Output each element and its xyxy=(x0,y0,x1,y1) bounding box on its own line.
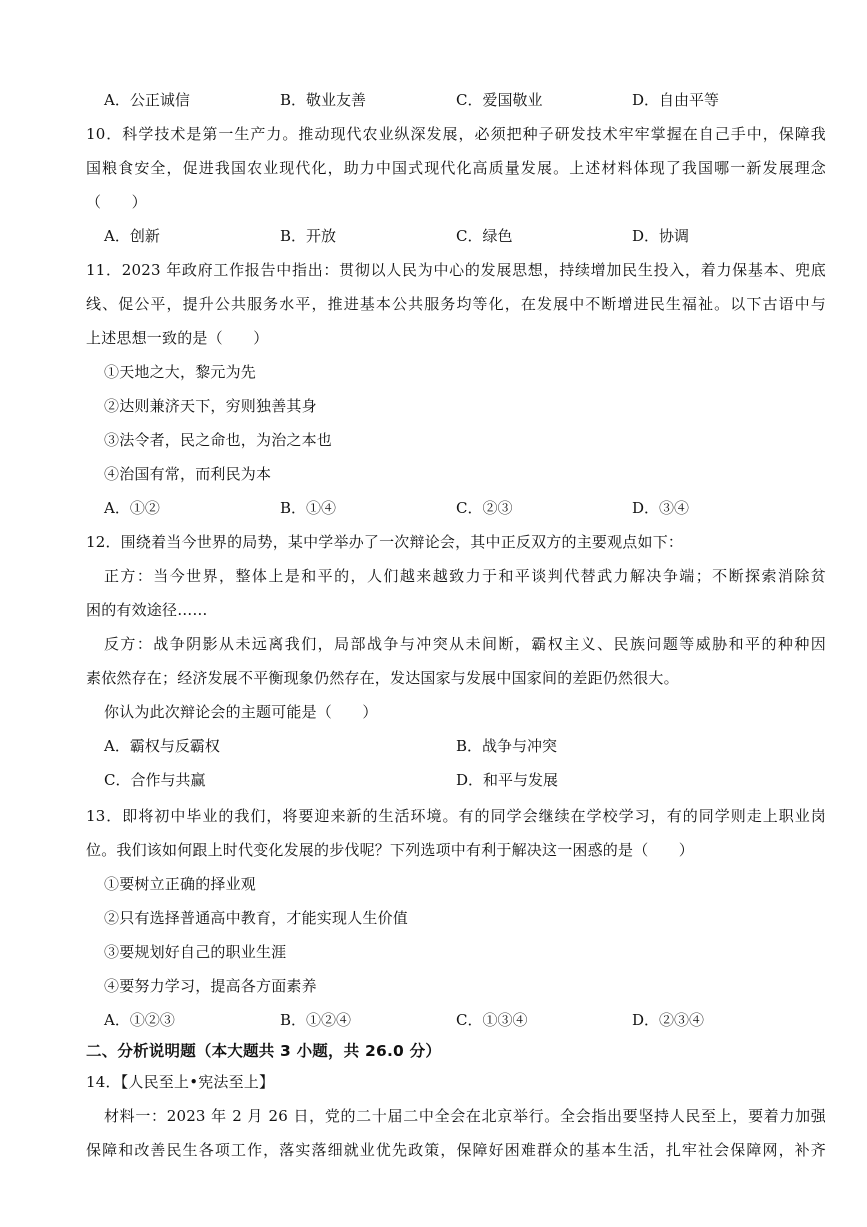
q12-question: 你认为此次辩论会的主题可能是（ ） xyxy=(104,703,378,721)
q13-option-d[interactable]: D．②③④ xyxy=(632,1011,705,1029)
q11-option-b[interactable]: B．①④ xyxy=(280,499,337,517)
q9-option-d[interactable]: D．自由平等 xyxy=(632,91,720,109)
q11-text-line-1: 11．2023 年政府工作报告中指出：贯彻以人民为中心的发展思想，持续增加民生投入，着力保基本、兜底 xyxy=(86,261,826,279)
q13-item-4: ④要努力学习，提高各方面素养 xyxy=(104,977,317,995)
q13-option-c[interactable]: C．①③④ xyxy=(456,1011,528,1029)
q10-answer-blank: （ ） xyxy=(86,193,147,211)
q11-item-2: ②达则兼济天下，穷则独善其身 xyxy=(104,397,317,415)
q12-pro-line-1: 正方：当今世界，整体上是和平的，人们越来越致力于和平谈判代替武力解决争端；不断探索消除贫 xyxy=(104,567,826,585)
q9-option-a[interactable]: A．公正诚信 xyxy=(104,91,190,109)
q11-option-d[interactable]: D．③④ xyxy=(632,499,690,517)
q11-option-a[interactable]: A．①② xyxy=(104,499,160,517)
q10-option-b[interactable]: B．开放 xyxy=(280,227,337,245)
q13-item-2: ②只有选择普通高中教育，才能实现人生价值 xyxy=(104,909,409,927)
q10-option-d[interactable]: D．协调 xyxy=(632,227,690,245)
section-2-heading: 二、分析说明题（本大题共 3 小题，共 26.0 分） xyxy=(86,1042,442,1060)
q13-item-3: ③要规划好自己的职业生涯 xyxy=(104,943,287,961)
q12-options-row-1 xyxy=(104,736,826,756)
q12-pro-line-2: 困的有效途径…… xyxy=(86,601,208,619)
q12-options-row-2 xyxy=(104,770,826,790)
q13-option-a[interactable]: A．①②③ xyxy=(104,1011,175,1029)
q13-options xyxy=(104,1010,826,1030)
q10-text-line-2: 国粮食安全，促进我国农业现代化，助力中国式现代化高质量发展。上述材料体现了我国哪一新发展理念 xyxy=(86,159,826,177)
q13-item-1: ①要树立正确的择业观 xyxy=(104,875,257,893)
q11-options xyxy=(104,498,826,518)
q12-text-line-1: 12．围绕着当今世界的局势，某中学举办了一次辩论会，其中正反双方的主要观点如下： xyxy=(86,533,684,551)
q12-con-line-2: 素依然存在；经济发展不平衡现象仍然存在，发达国家与发展中国家间的差距仍然很大。 xyxy=(86,669,679,687)
q10-text-line-1: 10．科学技术是第一生产力。推动现代农业纵深发展，必须把种子研发技术牢牢掌握在自己手中，保障我 xyxy=(86,125,826,143)
q10-options xyxy=(104,226,826,246)
q13-option-b[interactable]: B．①②④ xyxy=(280,1011,352,1029)
q11-item-4: ④治国有常，而利民为本 xyxy=(104,465,272,483)
q13-text-line-1: 13．即将初中毕业的我们，将要迎来新的生活环境。有的同学会继续在学校学习，有的同学则走上职业岗 xyxy=(86,807,826,825)
q11-text-line-2: 线、促公平，提升公共服务水平，推进基本公共服务均等化，在发展中不断增进民生福祉。以下古语中与 xyxy=(86,295,826,313)
q14-material-line-1: 材料一：2023 年 2 月 26 日，党的二十届二中全会在北京举行。全会指出要坚持人民至上，要着力加强 xyxy=(104,1107,826,1125)
q9-option-b[interactable]: B．敬业友善 xyxy=(280,91,367,109)
q13-text-line-2: 位。我们该如何跟上时代变化发展的步伐呢？下列选项中有利于解决这一困惑的是（ ） xyxy=(86,841,695,859)
q14-material-line-2: 保障和改善民生各项工作，落实落细就业优先政策，保障好困难群众的基本生活，扎牢社会保障网，补齐 xyxy=(86,1141,826,1159)
q11-item-3: ③法令者，民之命也，为治之本也 xyxy=(104,431,333,449)
q12-con-line-1: 反方：战争阴影从未远离我们，局部战争与冲突从未间断，霸权主义、民族问题等威胁和平的种种因 xyxy=(104,635,826,653)
q9-options xyxy=(104,90,826,110)
q14-title: 14．【人民至上•宪法至上】 xyxy=(86,1073,275,1091)
q12-option-b[interactable]: B．战争与冲突 xyxy=(456,737,558,755)
q9-option-c[interactable]: C．爱国敬业 xyxy=(456,91,543,109)
q11-item-1: ①天地之大，黎元为先 xyxy=(104,363,257,381)
q12-option-d[interactable]: D．和平与发展 xyxy=(456,771,559,789)
q12-option-a[interactable]: A．霸权与反霸权 xyxy=(104,737,220,755)
q10-option-a[interactable]: A．创新 xyxy=(104,227,160,245)
q10-option-c[interactable]: C．绿色 xyxy=(456,227,513,245)
q11-option-c[interactable]: C．②③ xyxy=(456,499,513,517)
q12-option-c[interactable]: C．合作与共赢 xyxy=(104,771,206,789)
q11-text-line-3: 上述思想一致的是（ ） xyxy=(86,329,269,347)
